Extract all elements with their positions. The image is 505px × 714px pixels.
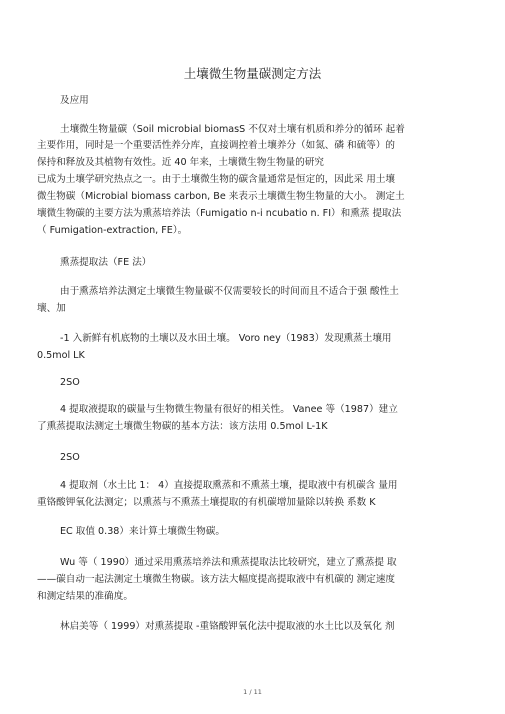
page-number: 1 / 11 xyxy=(243,688,262,696)
text-line: 0.5mol LK xyxy=(37,350,85,361)
text-line: Wu 等（ 1990）通过采用熏蒸培养法和熏蒸提取法比较研究，建立了熏蒸提 取 xyxy=(60,557,397,568)
text-line: 2SO xyxy=(60,377,80,388)
text-line: 和测定结果的准确度。 xyxy=(37,591,133,602)
text-line: 土壤微生物量碳（Soil microbial biomasS 不仅对土壤有机质和养分的循环 起着 xyxy=(60,124,405,135)
text-line: 林启美等（ 1999）对熏蒸提取 -重铬酸钾氧化法中提取液的水土比以及氧化 剂 xyxy=(60,621,395,632)
text-line: 已成为土壤学研究热点之一。由于土壤微生物的碳含量通常是恒定的，因此采 用土壤 xyxy=(37,174,396,185)
text-line: 由于熏蒸培养法测定土壤微生物量碳不仅需要较长的时间而且不适合于强 酸性土 xyxy=(60,286,399,297)
text-line: 主要作用，同时是一个重要活性养分库，直接调控着土壤养分（如氮、磷 和硫等）的 xyxy=(37,140,396,151)
text-line: ——碳自动一起法测定土壤微生物碳。该方法大幅度提高提取液中有机碳的 测定速度 xyxy=(37,574,396,585)
text-line: -1 入新鲜有机底物的土壤以及水田土壤。 Voro ney（1983）发现熏蒸土壤用 xyxy=(60,333,392,344)
text-line: 微生物碳（Microbial biomass carbon, Be 来表示土壤微生物生物量的大小。 测定土 xyxy=(37,191,405,202)
text-line: 重铬酸钾氧化法测定；以熏蒸与不熏蒸土壤提取的有机碳增加量除以转换 系数 K xyxy=(37,497,376,508)
text-line: 及应用 xyxy=(60,95,89,106)
text-line: 了熏蒸提取法测定土壤微生物碳的基本方法：该方法用 0.5mol L-1K xyxy=(37,421,328,432)
document-title: 土壤微生物量碳测定方法 xyxy=(183,66,322,81)
text-line: 4 提取液提取的碳量与生物微生物量有很好的相关性。 Vanee 等（1987）建立 xyxy=(60,404,398,415)
text-line: 壤、加 xyxy=(37,303,66,314)
section-heading: 熏蒸提取法（FE 法） xyxy=(60,257,152,268)
text-line: 2SO xyxy=(60,452,80,463)
text-line: 4 提取剂（水土比 1： 4）直接提取熏蒸和不熏蒸土壤，提取液中有机碳含 量用 xyxy=(60,480,398,491)
text-line: 保持和释放及其植物有效性。近 40 年来，土壤微生物生物量的研究 xyxy=(37,157,324,168)
text-line: EC 取值 0.38）来计算土壤微生物碳。 xyxy=(60,526,225,537)
text-line: （ Fumigation-extraction, FE）。 xyxy=(37,225,188,236)
text-line: 壤微生物碳的主要方法为熏蒸培养法（Fumigatio n-i ncubatio n. FI）和熏蒸 提取法 xyxy=(37,208,402,219)
